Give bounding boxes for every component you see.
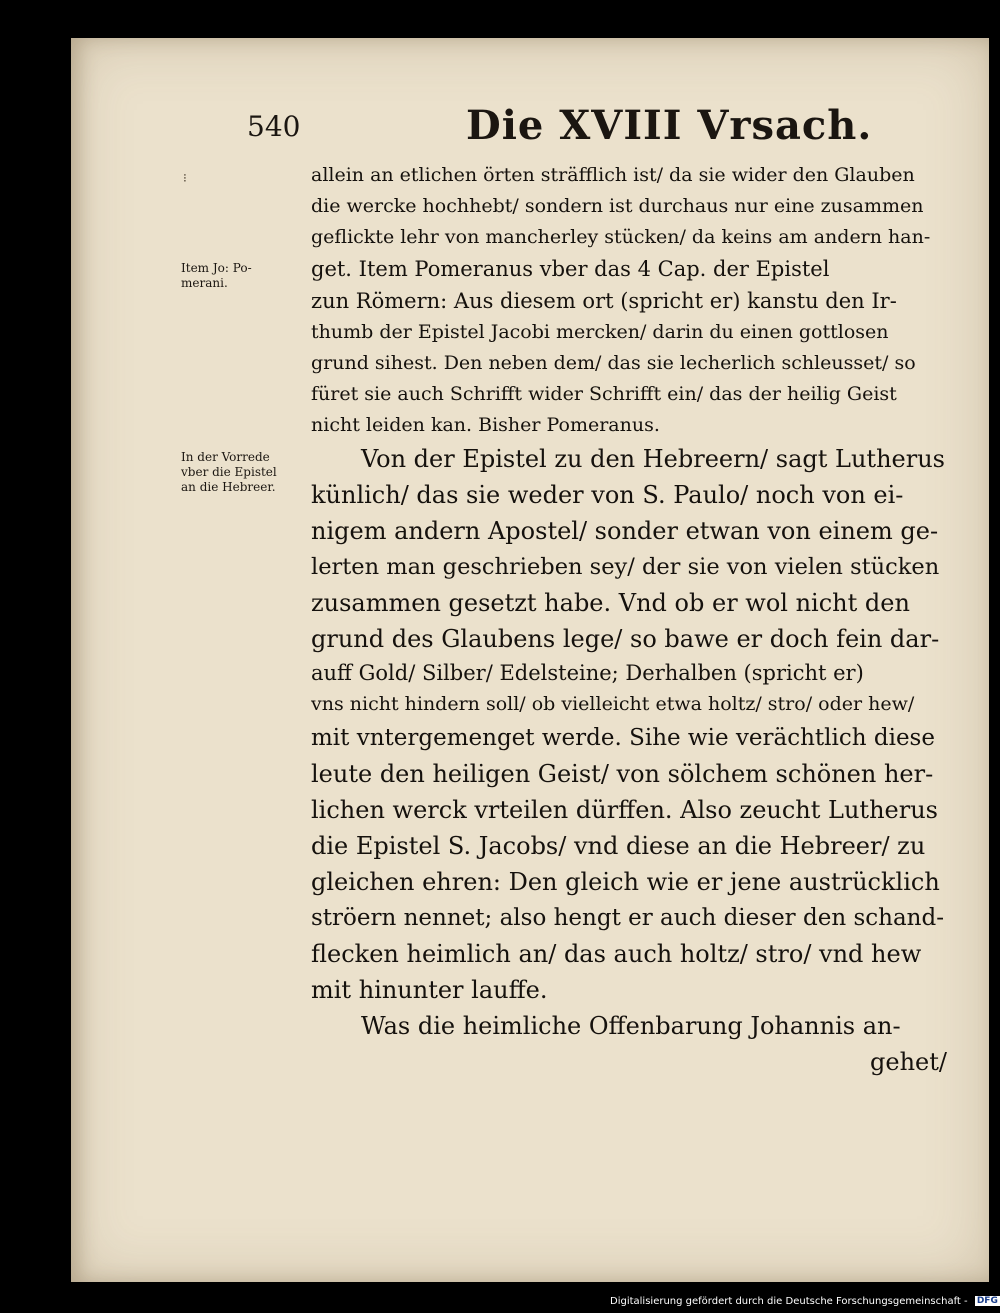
- text-line: allein an etlichen örten sträfflich ist/ da sie wider den Glauben: [311, 164, 915, 186]
- text-line: nicht leiden kan. Bisher Pomeranus.: [311, 414, 660, 436]
- catchword-line: gehet/: [870, 1048, 947, 1076]
- margin-note-line: an die Hebreer.: [181, 480, 276, 494]
- text-line: ströern nennet; also hengt er auch dieser den schand-: [311, 905, 944, 931]
- text-line: thumb der Epistel Jacobi mercken/ darin du einen gottlosen: [311, 321, 889, 343]
- margin-note-line: merani.: [181, 276, 228, 290]
- paragraph-start-line: Von der Epistel zu den Hebreern/ sagt Lutherus: [361, 445, 945, 473]
- margin-note-line: Item Jo: Po-: [181, 261, 252, 275]
- text-line: füret sie auch Schrifft wider Schrifft ein/ das der heilig Geist: [311, 383, 897, 405]
- text-line: grund des Glaubens lege/ so bawe er doch fein dar-: [311, 625, 940, 653]
- page-number: 540: [247, 110, 301, 143]
- text-line: grund sihest. Den neben dem/ das sie lecherlich schleusset/ so: [311, 352, 916, 374]
- paragraph-start-line: Was die heimliche Offenbarung Johannis an-: [361, 1012, 901, 1040]
- margin-note-line: In der Vorrede: [181, 450, 270, 464]
- text-line: leute den heiligen Geist/ von sölchem schönen her-: [311, 760, 934, 788]
- dfg-logo-icon: DFG: [976, 1296, 998, 1306]
- page-header: [71, 102, 989, 162]
- text-line: gleichen ehren: Den gleich wie er jene austrücklich: [311, 868, 940, 896]
- text-line: flecken heimlich an/ das auch holtz/ stro/ vnd hew: [311, 940, 922, 968]
- footer-credit: Digitalisierung gefördert durch die Deutsche Forschungsgemeinschaft -: [610, 1296, 968, 1307]
- digitization-footer: [610, 1296, 1000, 1307]
- text-line: vns nicht hindern soll/ ob vielleicht etwa holtz/ stro/ oder hew/: [311, 693, 915, 715]
- margin-note-pomeranus: [181, 261, 311, 291]
- text-line: mit vntergemenget werde. Sihe wie verächtlich diese: [311, 725, 935, 751]
- text-line: mit hinunter lauffe.: [311, 976, 548, 1004]
- body-text: [311, 160, 947, 1080]
- margin-note-line: vber die Epistel: [181, 465, 277, 479]
- book-page: [71, 38, 989, 1282]
- text-line: die Epistel S. Jacobs/ vnd diese an die Hebreer/ zu: [311, 832, 926, 860]
- text-line: get. Item Pomeranus vber das 4 Cap. der Epistel: [311, 257, 830, 281]
- running-title: Die XVIII Vrsach.: [466, 102, 873, 149]
- text-line: geflickte lehr von mancherley stücken/ da keins am andern han-: [311, 226, 931, 248]
- margin-mark: ⁝: [183, 171, 187, 185]
- text-line: lichen werck vrteilen dürffen. Also zeucht Lutherus: [311, 796, 938, 824]
- text-line: auff Gold/ Silber/ Edelsteine; Derhalben (spricht er): [311, 661, 864, 685]
- text-line: die wercke hochhebt/ sondern ist durchaus nur eine zusammen: [311, 195, 924, 217]
- text-line: zun Römern: Aus diesem ort (spricht er) kanstu den Ir-: [311, 289, 897, 313]
- text-line: lerten man geschrieben sey/ der sie von vielen stücken: [311, 554, 940, 580]
- text-line: zusammen gesetzt habe. Vnd ob er wol nicht den: [311, 589, 910, 617]
- margin-note-vorrede: [181, 450, 311, 495]
- text-line: nigem andern Apostel/ sonder etwan von einem ge-: [311, 517, 939, 545]
- text-line: künlich/ das sie weder von S. Paulo/ noch von ei-: [311, 481, 904, 509]
